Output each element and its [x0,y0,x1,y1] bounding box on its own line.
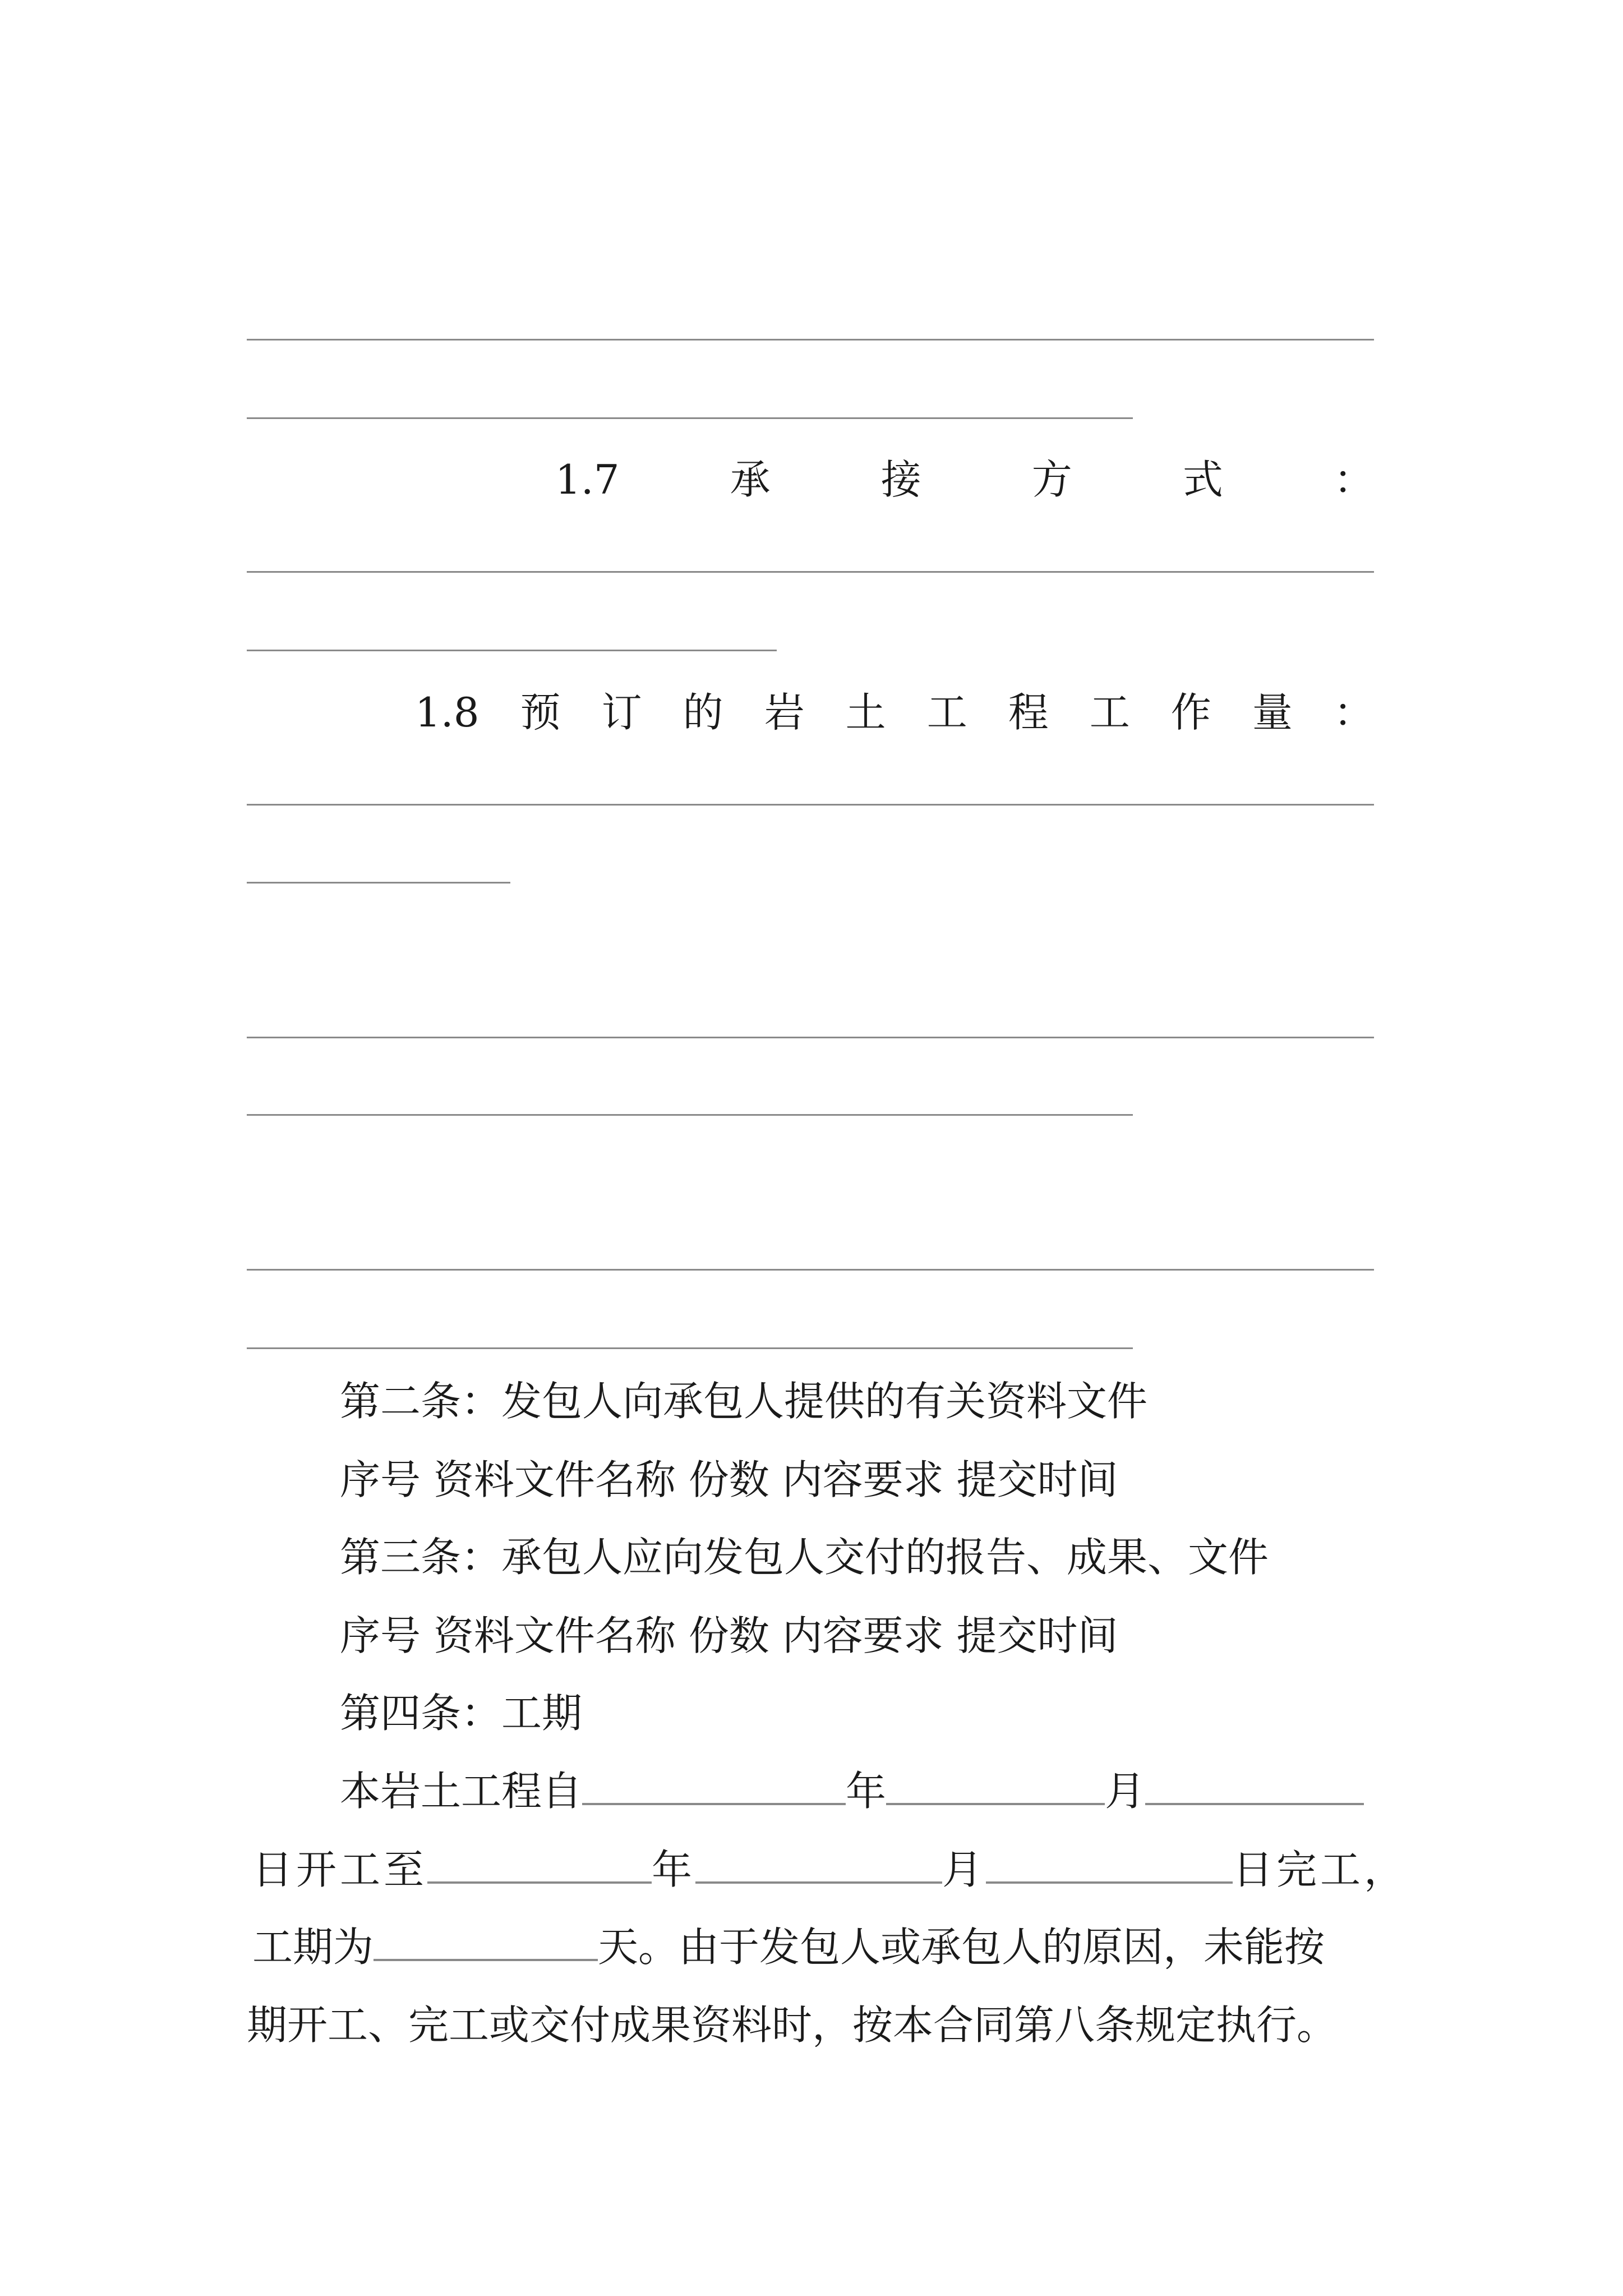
section-1-7-heading [247,452,1374,508]
year-blank[interactable] [427,1841,652,1884]
section-number: 1.8 [415,689,479,736]
blank-line [247,571,1374,573]
heading-char: 土 [845,689,886,736]
section-number: 1.7 [555,456,620,503]
days-blank[interactable] [374,1918,598,1961]
text: 天。由于发包人或承包人的原因，未能按 [598,1924,1325,1971]
heading-char: 预 [520,689,561,736]
section-1-8-heading [247,684,1374,740]
heading-char: 式 [1182,456,1223,503]
heading-char: 订 [601,689,642,736]
text: 日开工至 [252,1846,428,1893]
blank-line [247,1114,1133,1116]
article-4-line-2 [252,1841,1408,1898]
heading-char: 岩 [764,689,805,736]
text: 本岩土工程自 [340,1768,583,1815]
heading-char: ： [1333,689,1374,736]
article-3-title: 第三条：承包人应向发包人交付的报告、成果、文件 [340,1534,1269,1581]
heading-char: 工 [1089,689,1130,736]
blank-line [247,650,777,651]
heading-char: 作 [1170,689,1211,736]
blank-line [247,1347,1133,1349]
heading-char: ： [1333,456,1374,503]
heading-char: 承 [730,456,771,503]
day-blank[interactable] [986,1841,1233,1884]
article-4-line-4: 期开工、完工或交付成果资料时，按本合同第八条规定执行。 [247,2001,1338,2049]
heading-char: 量 [1252,689,1293,736]
blank-line [247,804,1374,806]
text: 年 [652,1846,696,1893]
blank-line [247,339,1374,341]
blank-line [247,882,510,884]
blank-line [247,1269,1374,1271]
day-blank[interactable] [1145,1763,1364,1805]
article-2-title: 第二条：发包人向承包人提供的有关资料文件 [340,1378,1148,1425]
article-4-title: 第四条：工期 [340,1690,583,1737]
text: 月 [942,1846,986,1893]
heading-char: 工 [926,689,967,736]
month-blank[interactable] [886,1763,1105,1805]
heading-char: 的 [683,689,723,736]
heading-char: 程 [1008,689,1049,736]
article-3-columns: 序号 资料文件名称 份数 内容要求 提交时间 [340,1612,1118,1659]
heading-char: 接 [880,456,921,503]
year-blank[interactable] [582,1763,846,1805]
text: 工期为 [252,1924,374,1971]
article-2-columns: 序号 资料文件名称 份数 内容要求 提交时间 [340,1456,1118,1503]
heading-char: 方 [1031,456,1072,503]
blank-line [247,1037,1374,1038]
text: 年 [846,1768,887,1815]
month-blank[interactable] [695,1841,942,1884]
article-4-line-3 [252,1918,1325,1975]
text: 月 [1105,1768,1146,1815]
article-4-line-1 [340,1763,1364,1819]
blank-line [247,417,1133,419]
text: 日完工， [1233,1846,1408,1893]
